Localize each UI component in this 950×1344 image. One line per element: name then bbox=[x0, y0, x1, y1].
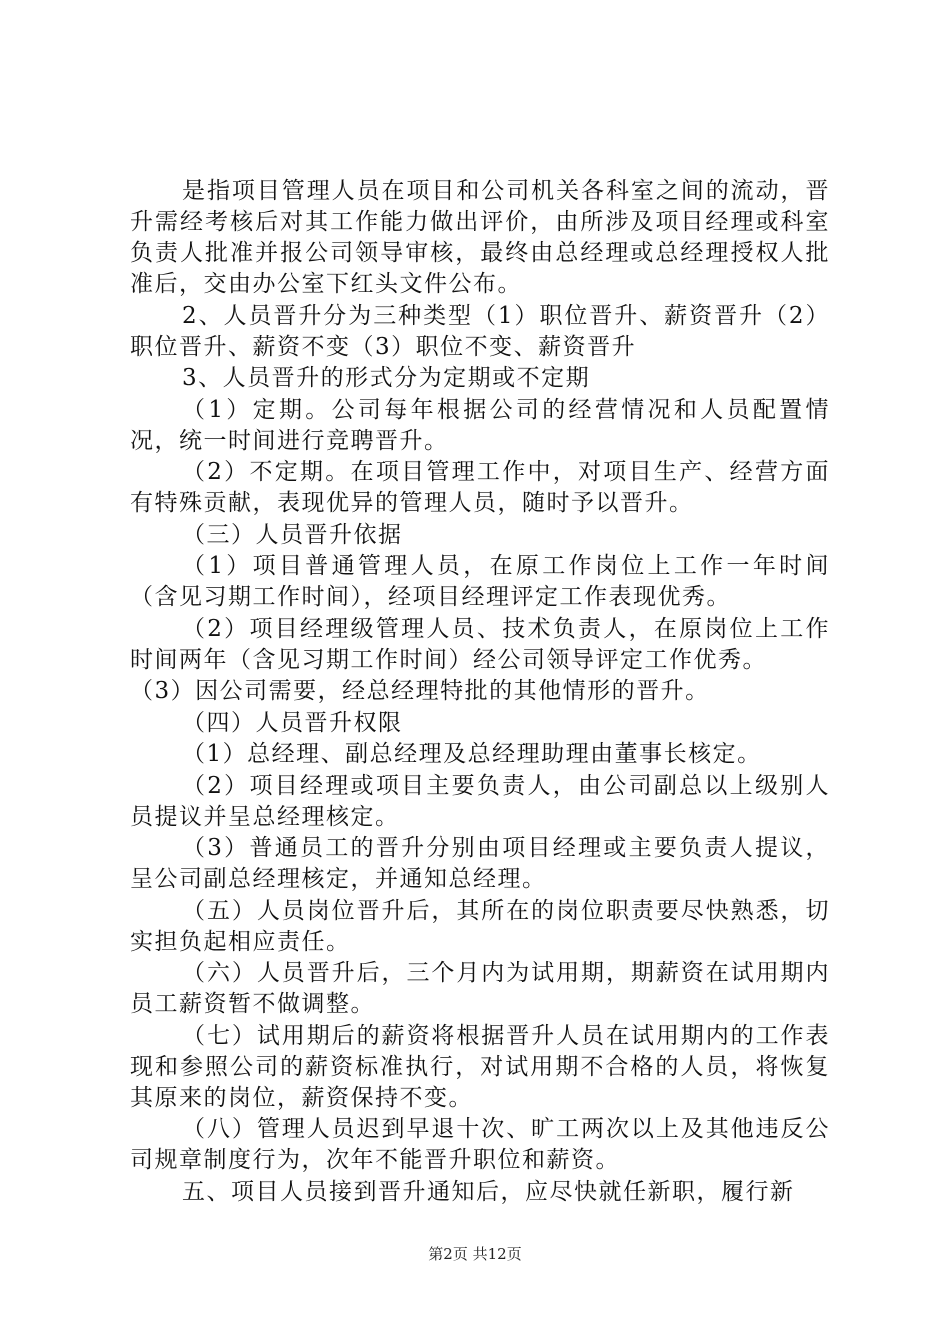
paragraph: （2）项目经理或项目主要负责人，由公司副总以上级别人员提议并呈总经理核定。 bbox=[130, 772, 830, 830]
paragraph: （1）总经理、副总经理及总经理助理由董事长核定。 bbox=[182, 741, 762, 767]
paragraph: （2）不定期。在项目管理工作中，对项目生产、经营方面有特殊贡献，表现优异的管理人员，随时予以晋升。 bbox=[130, 459, 830, 516]
page-number-label: 第2页 共12页 bbox=[428, 1245, 522, 1263]
paragraph: 2、人员晋升分为三种类型（1）职位晋升、薪资晋升（2）职位晋升、薪资不变（3）职位不变、薪资晋升 bbox=[130, 302, 830, 360]
paragraph: 五、项目人员接到晋升通知后，应尽快就任新职，履行新 bbox=[182, 1178, 795, 1205]
paragraph: （七）试用期后的薪资将根据晋升人员在试用期内的工作表现和参照公司的薪资标准执行，对试用期不合格的人员，将恢复其原来的岗位，薪资保持不变。 bbox=[130, 1022, 830, 1111]
paragraph: （四）人员晋升权限 bbox=[182, 709, 403, 736]
page-footer bbox=[0, 1243, 950, 1264]
paragraph: （五）人员岗位晋升后，其所在的岗位职责要尽快熟悉，切实担负起相应责任。 bbox=[130, 897, 830, 955]
paragraph: （1）项目普通管理人员，在原工作岗位上工作一年时间（含见习期工作时间），经项目经理评定工作表现优秀。 bbox=[130, 553, 830, 610]
paragraph: （2）项目经理级管理人员、技术负责人，在原岗位上工作时间两年（含见习期工作时间）经公司领导评定工作优秀。 bbox=[130, 615, 830, 673]
paragraph: （3）因公司需要，经总经理特批的其他情形的晋升。 bbox=[130, 678, 710, 704]
paragraph: 是指项目管理人员在项目和公司机关各科室之间的流动，晋升需经考核后对其工作能力做出评价，由所涉及项目经理或科室负责人批准并报公司领导审核，最终由总经理或总经理授权人批准后，交由办公室下红头文件公布。 bbox=[130, 178, 830, 297]
document-body bbox=[130, 176, 830, 1208]
paragraph: （八）管理人员迟到早退十次、旷工两次以上及其他违反公司规章制度行为，次年不能晋升职位和薪资。 bbox=[130, 1116, 830, 1173]
paragraph: （1）定期。公司每年根据公司的经营情况和人员配置情况，统一时间进行竞聘晋升。 bbox=[130, 396, 830, 454]
paragraph: （3）普通员工的晋升分别由项目经理或主要负责人提议，呈公司副总经理核定，并通知总经理。 bbox=[130, 835, 830, 892]
paragraph: （六）人员晋升后，三个月内为试用期，期薪资在试用期内员工薪资暂不做调整。 bbox=[130, 960, 830, 1017]
paragraph: （三）人员晋升依据 bbox=[182, 521, 403, 548]
paragraph: 3、人员晋升的形式分为定期或不定期 bbox=[182, 365, 591, 391]
